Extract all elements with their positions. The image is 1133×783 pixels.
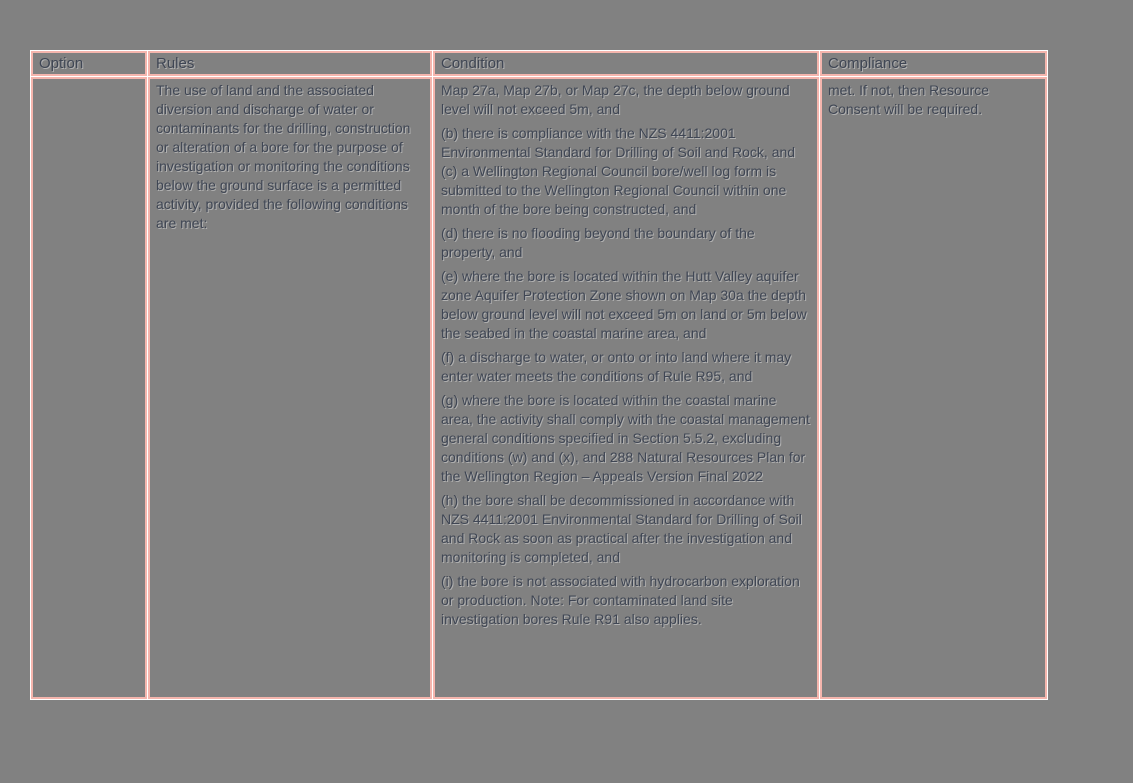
condition-paragraph-e: (e) where the bore is located within the Hutt Valley aquifer zone Aquifer Protection Zone shown on Map 30a the depth below ground level will not exceed 5m on land or 5m below the seabed in the coastal marine area, and: [441, 268, 807, 341]
condition-paragraph-g: (g) where the bore is located within the coastal marine area, the activity shall comply with the coastal management general conditions specified in Section 5.5.2, excluding conditions (w) and (x), and 288 Natural Resources Plan for the Wellington Region – Appeals Version Final 2022: [441, 392, 810, 484]
cell-condition: [433, 77, 819, 699]
column-header-condition: Condition: [433, 51, 819, 76]
rule-table: [30, 50, 1048, 700]
cell-option: [31, 77, 147, 699]
column-header-compliance: Compliance: [820, 51, 1047, 76]
compliance-paragraph: met. If not, then Resource Consent will be required.: [828, 82, 990, 117]
column-header-rules: Rules: [148, 51, 432, 76]
cell-compliance: [820, 77, 1047, 699]
column-header-option: Option: [31, 51, 147, 76]
condition-paragraph-d: (d) there is no flooding beyond the boundary of the property, and: [441, 225, 755, 260]
condition-paragraph-a: Map 27a, Map 27b, or Map 27c, the depth below ground level will not exceed 5m, and: [441, 82, 790, 117]
condition-paragraph-h: (h) the bore shall be decommissioned in accordance with NZS 4411:2001 Environmental Standard for Drilling of Soil and Rock as soon as practical after the investigation and monitoring is completed, and: [441, 492, 802, 565]
condition-paragraph-i: (i) the bore is not associated with hydrocarbon exploration or production. Note: For contaminated land site investigation bores Rule R91 also applies.: [441, 573, 800, 627]
condition-paragraph-f: (f) a discharge to water, or onto or into land where it may enter water meets the conditions of Rule R95, and: [441, 349, 792, 384]
header-row: [31, 51, 1047, 76]
condition-paragraph-b-c: (b) there is compliance with the NZS 4411:2001 Environmental Standard for Drilling of Soil and Rock, and (c) a Wellington Regional Council bore/well log form is submitted to the Wellington Regional Council within one month of the bore being constructed, and: [441, 125, 796, 217]
cell-rules: [148, 77, 432, 699]
table-row: [31, 77, 1047, 699]
rules-paragraph: The use of land and the associated diversion and discharge of water or contaminants for the drilling, construction or alteration of a bore for the purpose of investigation or monitoring the conditions below the ground surface is a permitted activity, provided the following conditions are met:: [156, 82, 411, 231]
